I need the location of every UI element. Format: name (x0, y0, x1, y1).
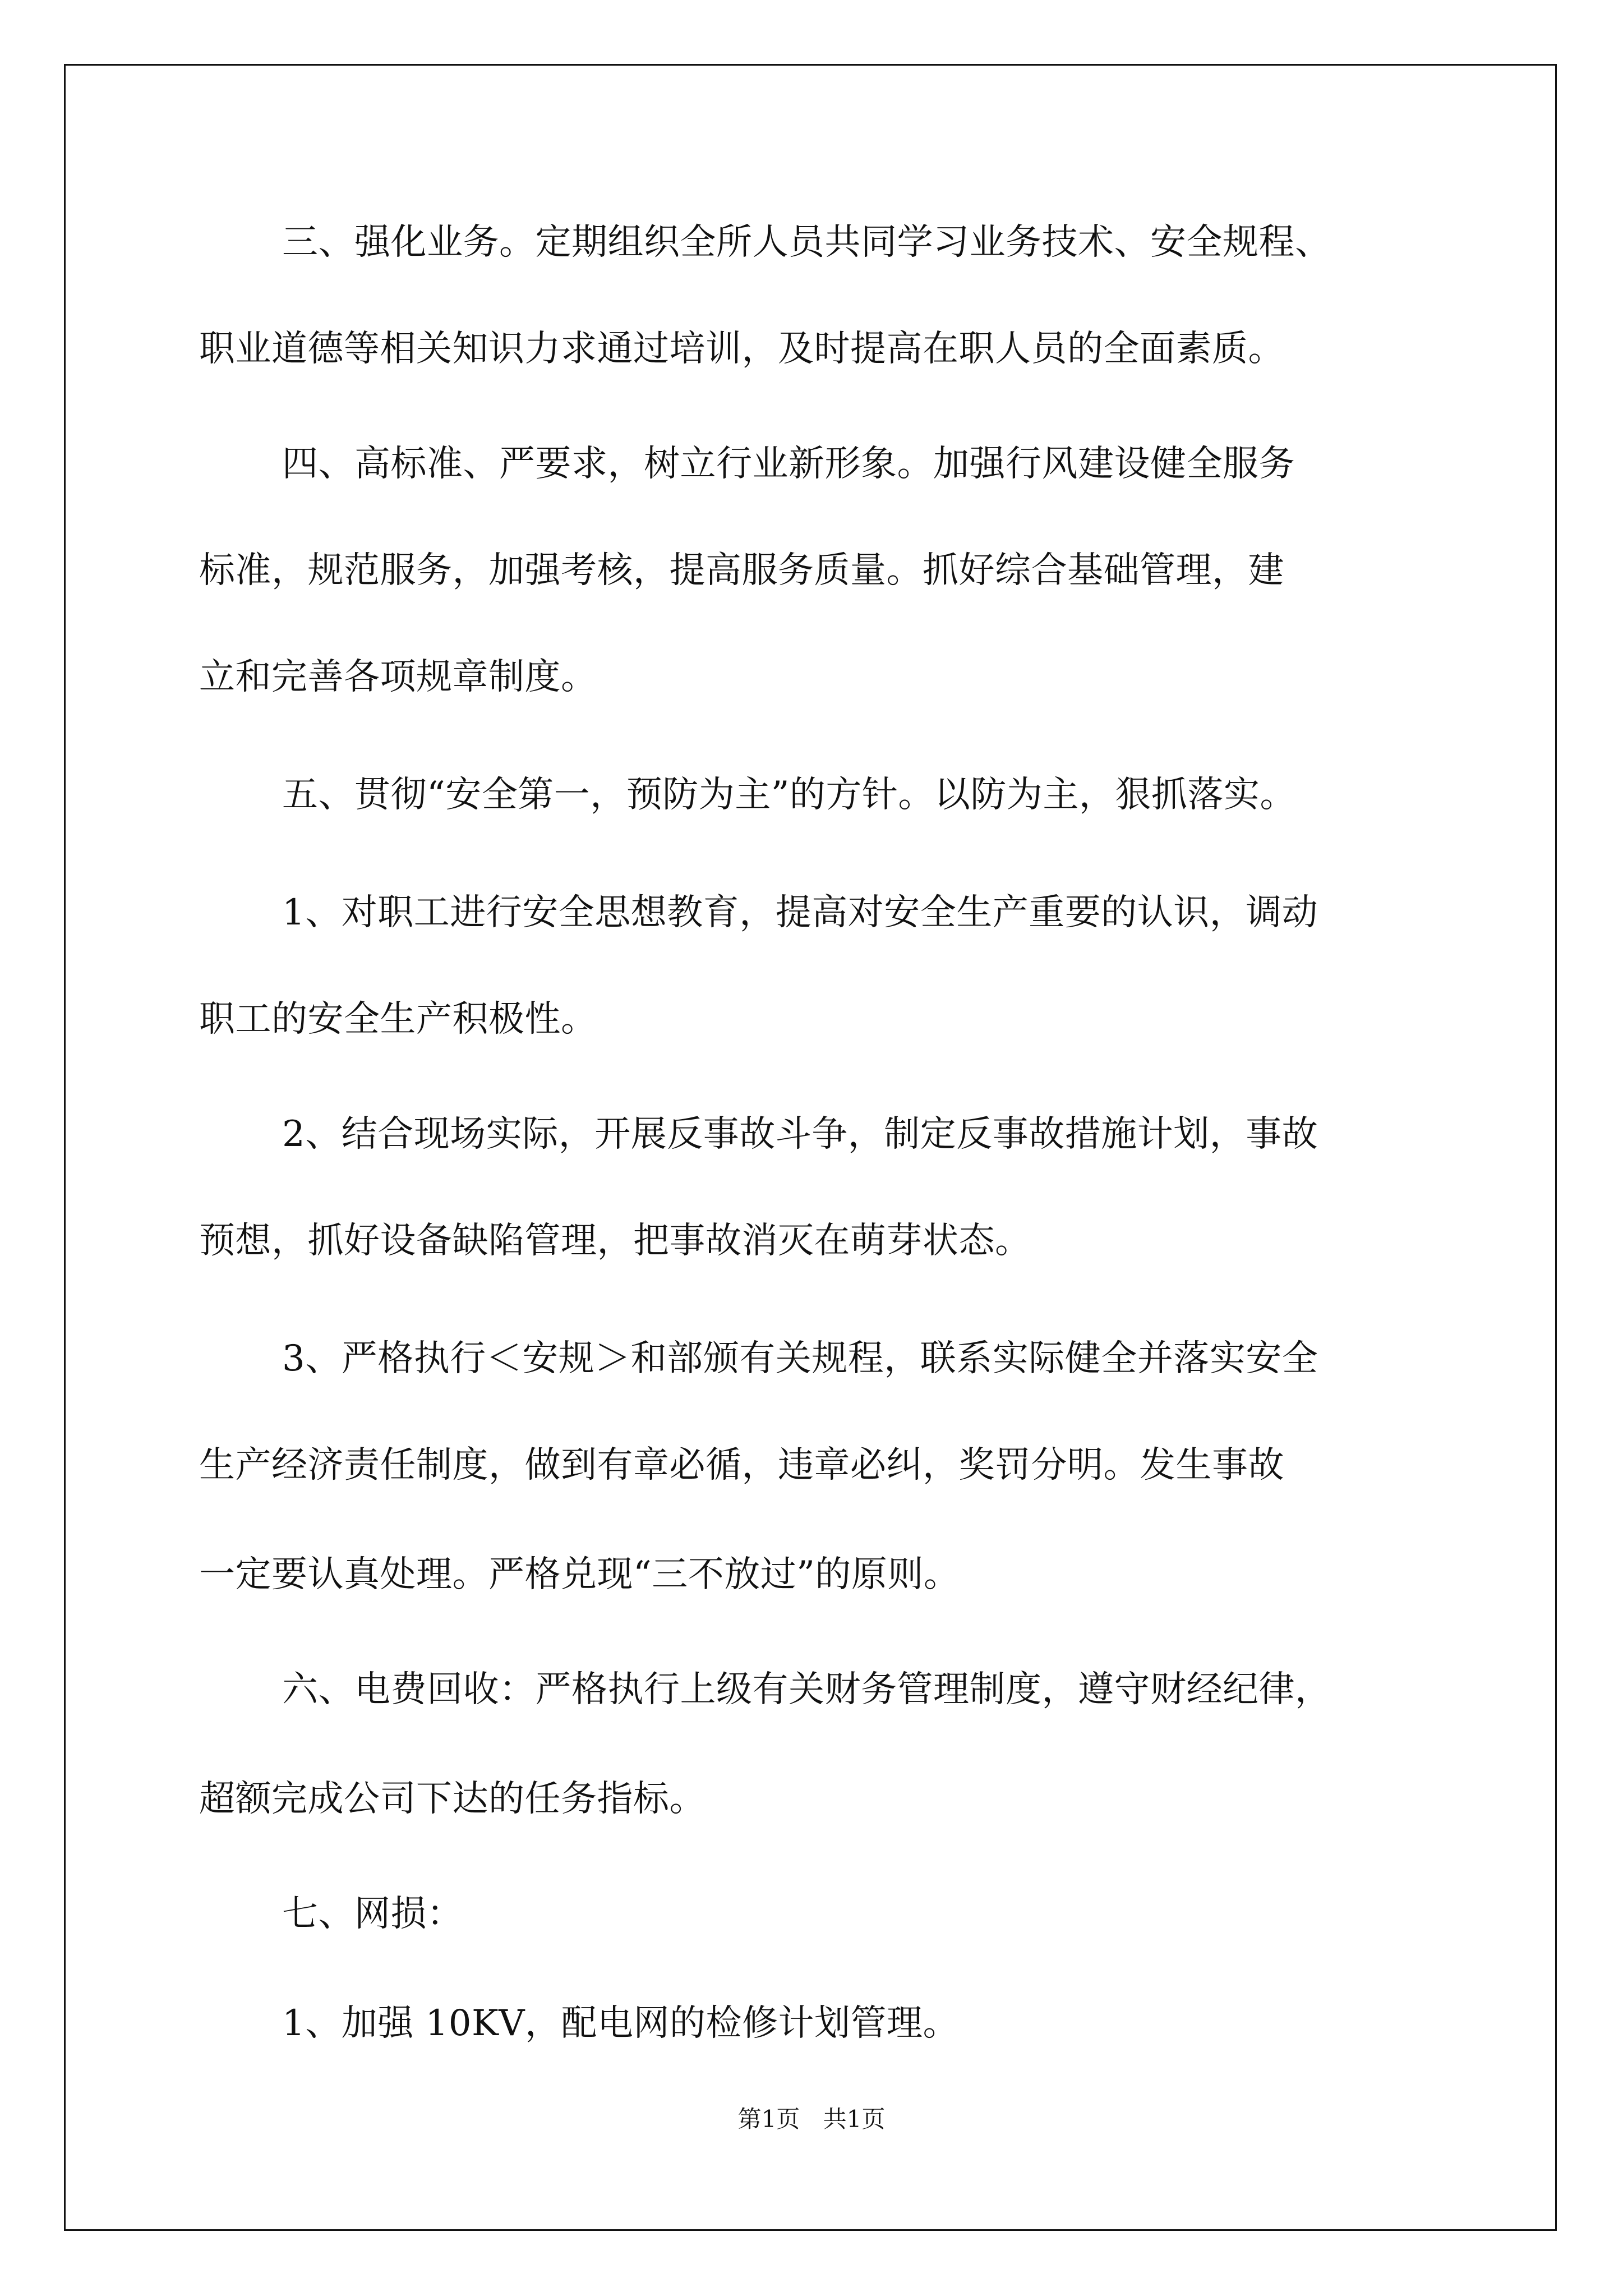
paragraph-line: 标准，规范服务，加强考核，提高服务质量。抓好综合基础管理，建 (199, 550, 1284, 591)
paragraph-line: 生产经济责任制度，做到有章必循，违章必纠，奖罚分明。发生事故 (199, 1444, 1284, 1486)
paragraph-line: 三、强化业务。定期组织全所人员共同学习业务技术、安全规程、 (282, 222, 1331, 263)
paragraph-line: 职业道德等相关知识力求通过培训，及时提高在职人员的全面素质。 (199, 328, 1284, 370)
page-footer (0, 2101, 1623, 2134)
page-number: 第1页 (737, 2105, 800, 2133)
paragraph-line: 六、电费回收：严格执行上级有关财务管理制度，遵守财经纪律， (282, 1669, 1331, 1710)
paragraph-line: 五、贯彻“安全第一，预防为主”的方针。以防为主，狠抓落实。 (282, 774, 1296, 816)
paragraph-line: 立和完善各项规章制度。 (199, 656, 597, 698)
paragraph-line: 四、高标准、严要求，树立行业新形象。加强行风建设健全服务 (282, 443, 1295, 485)
paragraph-line: 预想，抓好设备缺陷管理，把事故消灭在萌芽状态。 (199, 1220, 1031, 1262)
paragraph-line: 1、对职工进行安全思想教育，提高对安全生产重要的认识，调动 (282, 892, 1318, 933)
paragraph-line: 1、加强 10KV，配电网的检修计划管理。 (282, 2003, 960, 2044)
paragraph-line: 职工的安全生产积极性。 (199, 999, 597, 1040)
page-total: 共1页 (823, 2105, 886, 2133)
paragraph-line: 七、网损： (282, 1893, 463, 1935)
paragraph-line: 一定要认真处理。严格兑现“三不放过”的原则。 (199, 1554, 960, 1595)
paragraph-line: 2、结合现场实际，开展反事故斗争，制定反事故措施计划，事故 (282, 1114, 1318, 1155)
paragraph-line: 3、严格执行＜安规＞和部颁有关规程，联系实际健全并落实安全 (282, 1338, 1318, 1379)
paragraph-line: 超额完成公司下达的任务指标。 (199, 1778, 706, 1820)
